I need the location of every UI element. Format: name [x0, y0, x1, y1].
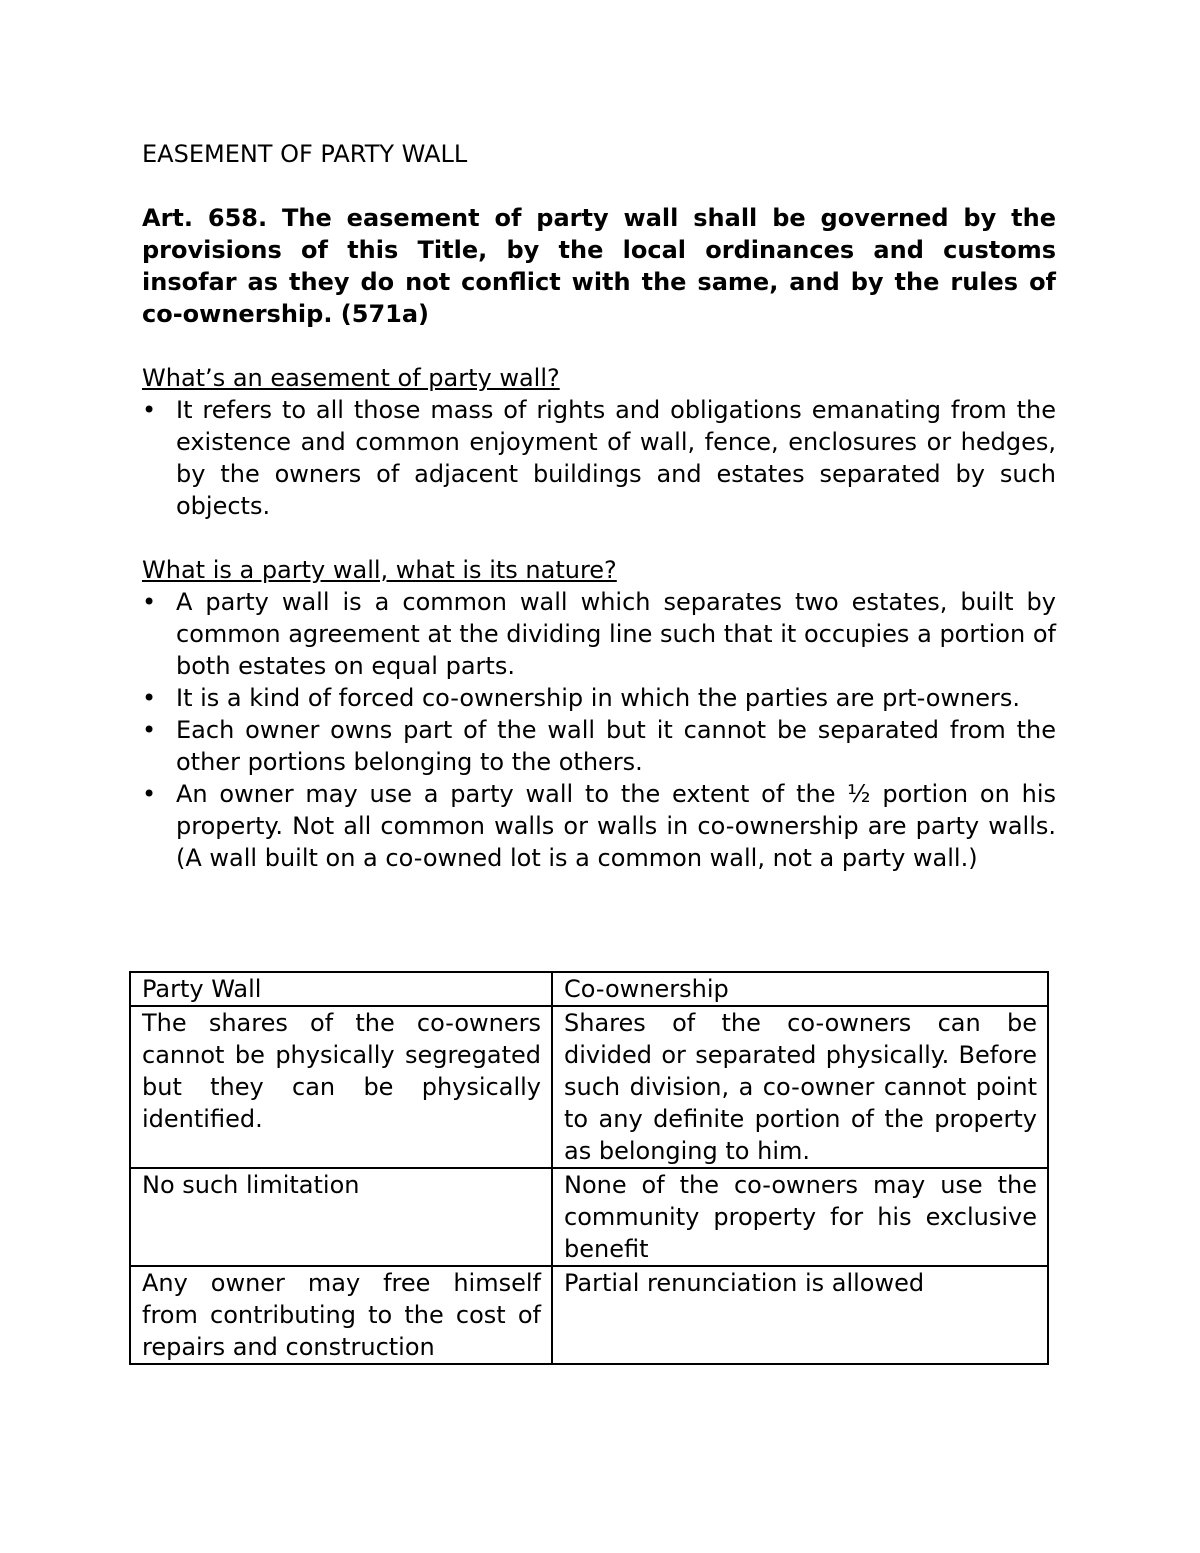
bullet-icon: • — [142, 396, 157, 424]
bullet-icon: • — [142, 716, 157, 744]
document-body — [142, 138, 1056, 874]
table-row — [130, 1006, 1048, 1168]
list-item-text: It is a kind of forced co-ownership in which the parties are prt-owners. — [176, 684, 1020, 712]
table-header-row — [130, 972, 1048, 1006]
table-cell: Any owner may free himself from contributing to the cost of repairs and construction — [130, 1266, 552, 1364]
bullet-icon: • — [142, 588, 157, 616]
table-header-party-wall: Party Wall — [130, 972, 552, 1006]
table-header-co-ownership: Co-ownership — [552, 972, 1048, 1006]
party-wall-nature-list — [142, 586, 1056, 874]
document-title: EASEMENT OF PARTY WALL — [142, 140, 468, 168]
table-row — [130, 1266, 1048, 1364]
bullet-icon: • — [142, 780, 157, 808]
list-item — [142, 682, 1056, 714]
table-cell: None of the co-owners may use the community property for his exclusive benefit — [552, 1168, 1048, 1266]
bullet-icon: • — [142, 684, 157, 712]
table-cell: No such limitation — [130, 1168, 552, 1266]
list-item-text: A party wall is a common wall which separates two estates, built by common agreement at the dividing line such that it occupies a portion of both estates on equal parts. — [176, 588, 1056, 680]
question-easement-definition: What’s an easement of party wall? — [142, 364, 560, 392]
table-cell: Partial renunciation is allowed — [552, 1266, 1048, 1364]
list-item-text: It refers to all those mass of rights and obligations emanating from the existence and common enjoyment of wall, fence, enclosures or hedges, by the owners of adjacent buildings and estates separated by such objects. — [176, 396, 1056, 520]
list-item-text: Each owner owns part of the wall but it cannot be separated from the other portions belonging to the others. — [176, 716, 1056, 776]
table-row — [130, 1168, 1048, 1266]
list-item — [142, 394, 1056, 522]
list-item — [142, 714, 1056, 778]
comparison-table — [129, 971, 1049, 1365]
table-cell: The shares of the co-owners cannot be physically segregated but they can be physically identified. — [130, 1006, 552, 1168]
list-item — [142, 778, 1056, 874]
list-item — [142, 586, 1056, 682]
easement-definition-list — [142, 394, 1056, 522]
table-cell: Shares of the co-owners can be divided or separated physically. Before such division, a co-owner cannot point to any definite portion of the property as belonging to him. — [552, 1006, 1048, 1168]
question-party-wall-nature: What is a party wall, what is its nature? — [142, 556, 617, 584]
list-item-text: An owner may use a party wall to the extent of the ½ portion on his property. Not all common walls or walls in co-ownership are party walls. (A wall built on a co-owned lot is a common wall, not a party wall.) — [176, 780, 1056, 872]
article-658-text: Art. 658. The easement of party wall shall be governed by the provisions of this Title, by the local ordinances and customs insofar as they do not conflict with the same, and by the rules of co-ownership. (571a) — [142, 204, 1056, 328]
